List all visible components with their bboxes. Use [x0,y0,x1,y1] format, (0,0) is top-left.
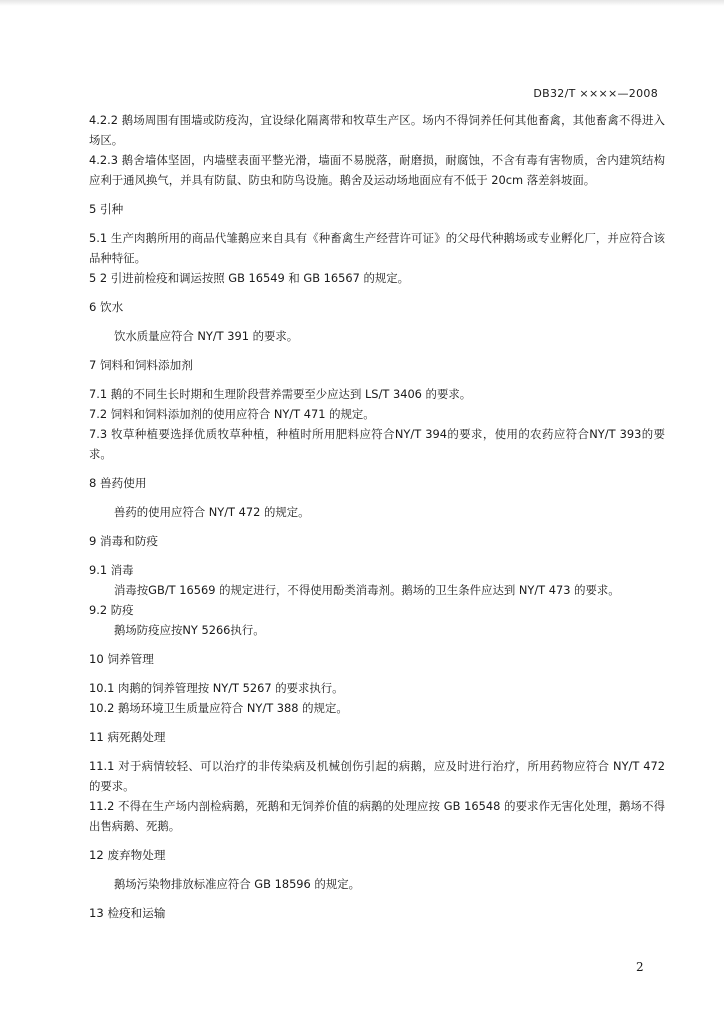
paragraph-9-2: 鹅场防疫应按NY 5266执行。 [114,623,265,637]
clause-4-2-2: 4.2.2 鹅场周围有围墙或防疫沟，宜设绿化隔离带和牧草生产区。场内不得饲养任何其他畜禽，其他畜禽不得进入场区。 [89,113,665,147]
clause-9-2: 9.2 防疫 [89,603,134,617]
section-heading-7: 7 饲料和饲料添加剂 [89,358,193,372]
section-heading-12: 12 废弃物处理 [89,848,166,862]
paragraph-6: 饮水质量应符合 NY/T 391 的要求。 [114,329,299,343]
paragraph-8: 兽药的使用应符合 NY/T 472 的规定。 [114,505,310,519]
section-heading-10: 10 饲养管理 [89,652,154,666]
document-body [89,110,665,923]
section-heading-8: 8 兽药使用 [89,476,147,490]
clause-4-2-3: 4.2.3 鹅舍墙体坚固，内墙壁表面平整光滑，墙面不易脱落，耐磨损，耐腐蚀，不含有毒有害物质，舍内建筑结构应利于通风换气，并具有防鼠、防虫和防鸟设施。鹅舍及运动场地面应有不低于 20cm 落差斜坡面。 [89,153,665,187]
paragraph-9-1: 消毒按GB/T 16569 的规定进行，不得使用酚类消毒剂。鹅场的卫生条件应达到 NY/T 473 的要求。 [114,583,620,597]
clause-10-1: 10.1 肉鹅的饲养管理按 NY/T 5267 的要求执行。 [89,681,344,695]
clause-7-3: 7.3 牧草种植要选择优质牧草种植，种植时所用肥料应符合NY/T 394的要求，使用的农药应符合NY/T 393的要求。 [89,427,665,461]
scan-edge [0,0,724,6]
section-heading-6: 6 饮水 [89,300,124,314]
clause-10-2: 10.2 鹅场环境卫生质量应符合 NY/T 388 的规定。 [89,701,348,715]
clause-5-1: 5.1 生产肉鹅所用的商品代雏鹅应来自具有《种畜禽生产经营许可证》的父母代种鹅场或专业孵化厂，并应符合该品种特征。 [89,231,665,265]
section-heading-9: 9 消毒和防疫 [89,534,159,548]
section-heading-11: 11 病死鹅处理 [89,730,166,744]
page-number: 2 [636,960,644,974]
clause-7-1: 7.1 鹅的不同生长时期和生理阶段营养需要至少应达到 LS/T 3406 的要求。 [89,387,472,401]
standard-code: DB32/T ××××—2008 [533,87,658,100]
clause-11-2: 11.2 不得在生产场内剖检病鹅，死鹅和无饲养价值的病鹅的处理应按 GB 16548 的要求作无害化处理，鹅场不得出售病鹅、死鹅。 [89,799,665,833]
paragraph-12: 鹅场污染物排放标准应符合 GB 18596 的规定。 [114,877,360,891]
clause-9-1: 9.1 消毒 [89,563,134,577]
clause-11-1: 11.1 对于病情较轻、可以治疗的非传染病及机械创伤引起的病鹅，应及时进行治疗，所用药物应符合 NY/T 472 的要求。 [89,759,665,793]
section-heading-13: 13 检疫和运输 [89,906,166,920]
clause-5-2: 5 2 引进前检疫和调运按照 GB 16549 和 GB 16567 的规定。 [89,271,410,285]
section-heading-5: 5 引种 [89,202,124,216]
clause-7-2: 7.2 饲料和饲料添加剂的使用应符合 NY/T 471 的规定。 [89,407,375,421]
